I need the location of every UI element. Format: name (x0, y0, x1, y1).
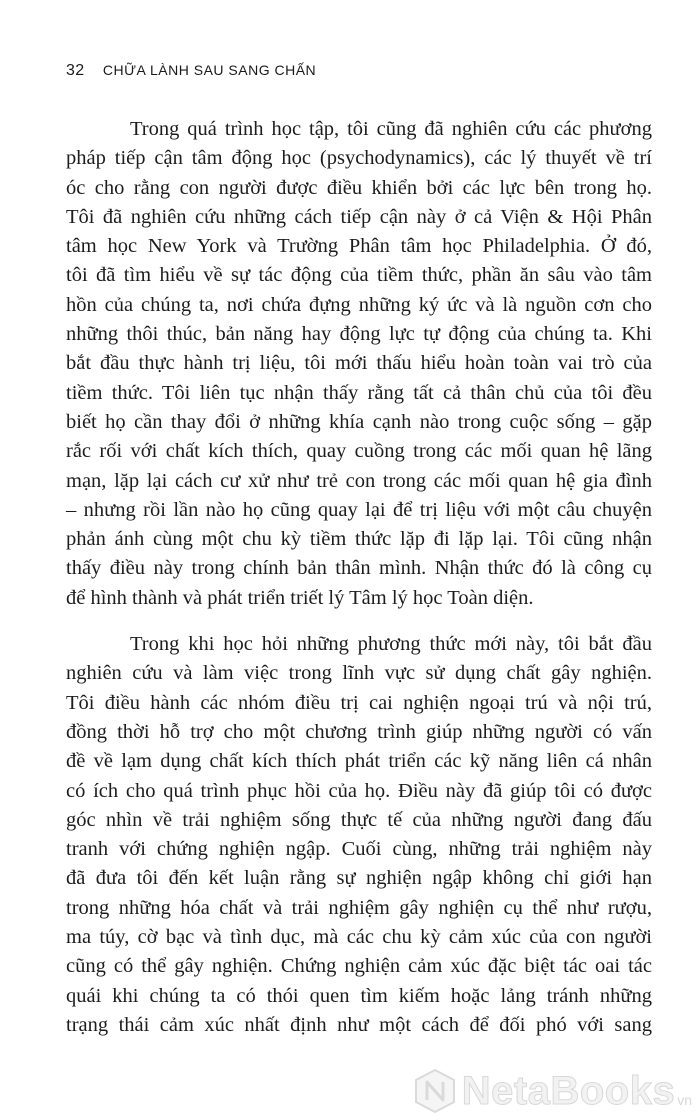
text-line: pháp tiếp cận tâm động học (psychodynamics), các lý thuyết về trí (66, 147, 652, 170)
text-line: bắt đầu thực hành trị liệu, tôi mới thấu hiểu hoàn toàn vai trò của (66, 352, 652, 375)
text-line: – nhưng rồi lần nào họ cũng quay lại để trị liệu với một câu chuyện (66, 498, 652, 521)
text-line: tôi đã tìm hiểu về sự tác động của tiềm thức, phần ăn sâu vào tâm (66, 264, 652, 287)
text-line: những thôi thúc, bản năng hay động lực tự động của chúng ta. Khi (66, 323, 652, 346)
paragraph-2 (66, 630, 652, 1040)
text-line: Tôi đã nghiên cứu những cách tiếp cận này ở cả Viện & Hội Phân (66, 205, 652, 228)
text-line: phản ánh cùng một chu kỳ tiềm thức lặp đi lặp lại. Tôi cũng nhận (66, 528, 652, 551)
text-line: đồng thời hỗ trợ cho một chương trình giúp những người có vấn (66, 720, 652, 743)
text-line: trong những hóa chất và trải nghiệm gây nghiện cụ thể như rượu, (66, 896, 652, 919)
text-line: tranh với chứng nghiện ngập. Cuối cùng, những trải nghiệm này (66, 838, 652, 861)
text-line: biết họ cần thay đổi ở những khía cạnh nào trong cuộc sống – gặp (66, 410, 652, 433)
text-line: thấy điều này trong chính bản thân mình. Nhận thức đó là công cụ (66, 557, 652, 580)
watermark-suffix: vn (677, 1092, 692, 1108)
text-line: đã đưa tôi đến kết luận rằng sự nghiện ngập không chỉ giới hạn (66, 867, 652, 890)
text-line: góc nhìn về trải nghiệm sống thực tế của những người đang đấu (66, 808, 652, 831)
body-text (66, 115, 652, 1057)
page-number: 32 (66, 62, 85, 79)
text-line: rắc rối với chất kích thích, quay cuồng trong các mối quan hệ lãng (66, 440, 652, 463)
text-line: Trong khi học hỏi những phương thức mới này, tôi bắt đầu (130, 633, 652, 656)
text-line: đề về lạm dụng chất kích thích phát triển các kỹ năng liên cá nhân (66, 750, 652, 773)
text-line: để hình thành và phát triển triết lý Tâm lý học Toàn diện. (66, 586, 534, 609)
text-line: trạng thái cảm xúc nhất định như một cách để đối phó với sang (66, 1013, 652, 1036)
text-line: tiềm thức. Tôi liên tục nhận thấy rằng tất cả thân chủ của tôi đều (66, 381, 652, 404)
text-line: Trong quá trình học tập, tôi cũng đã nghiên cứu các phương (130, 118, 652, 140)
text-line: cũng có thể gây nghiện. Chứng nghiện cảm xúc đặc biệt tác oai tác (66, 955, 652, 978)
netabooks-logo-icon (412, 1068, 458, 1114)
text-line: nghiên cứu và làm việc trong lĩnh vực sử dụng chất gây nghiện. (66, 662, 652, 685)
book-title: CHỮA LÀNH SAU SANG CHẤN (102, 62, 317, 78)
text-line: Tôi điều hành các nhóm điều trị cai nghiện ngoại trú và nội trú, (66, 691, 652, 714)
watermark-text: NetaBooks (461, 1069, 676, 1113)
text-line: mạn, lặp lại cách cư xử như trẻ con trong các mối quan hệ gia đình (66, 469, 652, 492)
text-line: óc cho rằng con người được điều khiển bởi các lực bên trong họ. (66, 176, 652, 199)
text-line: ma túy, cờ bạc và tình dục, mà các chu kỳ cảm xúc của con người (66, 926, 652, 949)
text-line: hồn của chúng ta, nơi chứa đựng những ký ức và là nguồn cơn cho (66, 293, 652, 316)
text-line: có ích cho quá trình phục hồi của họ. Điều này đã giúp tôi có được (66, 779, 652, 802)
text-line: tâm học New York và Trường Phân tâm học Philadelphia. Ở đó, (66, 235, 652, 258)
text-line: quái khi chúng ta có thói quen tìm kiếm hoặc lảng tránh những (66, 984, 652, 1007)
watermark (412, 1068, 692, 1114)
paragraph-1 (66, 115, 652, 613)
running-head (66, 62, 316, 80)
